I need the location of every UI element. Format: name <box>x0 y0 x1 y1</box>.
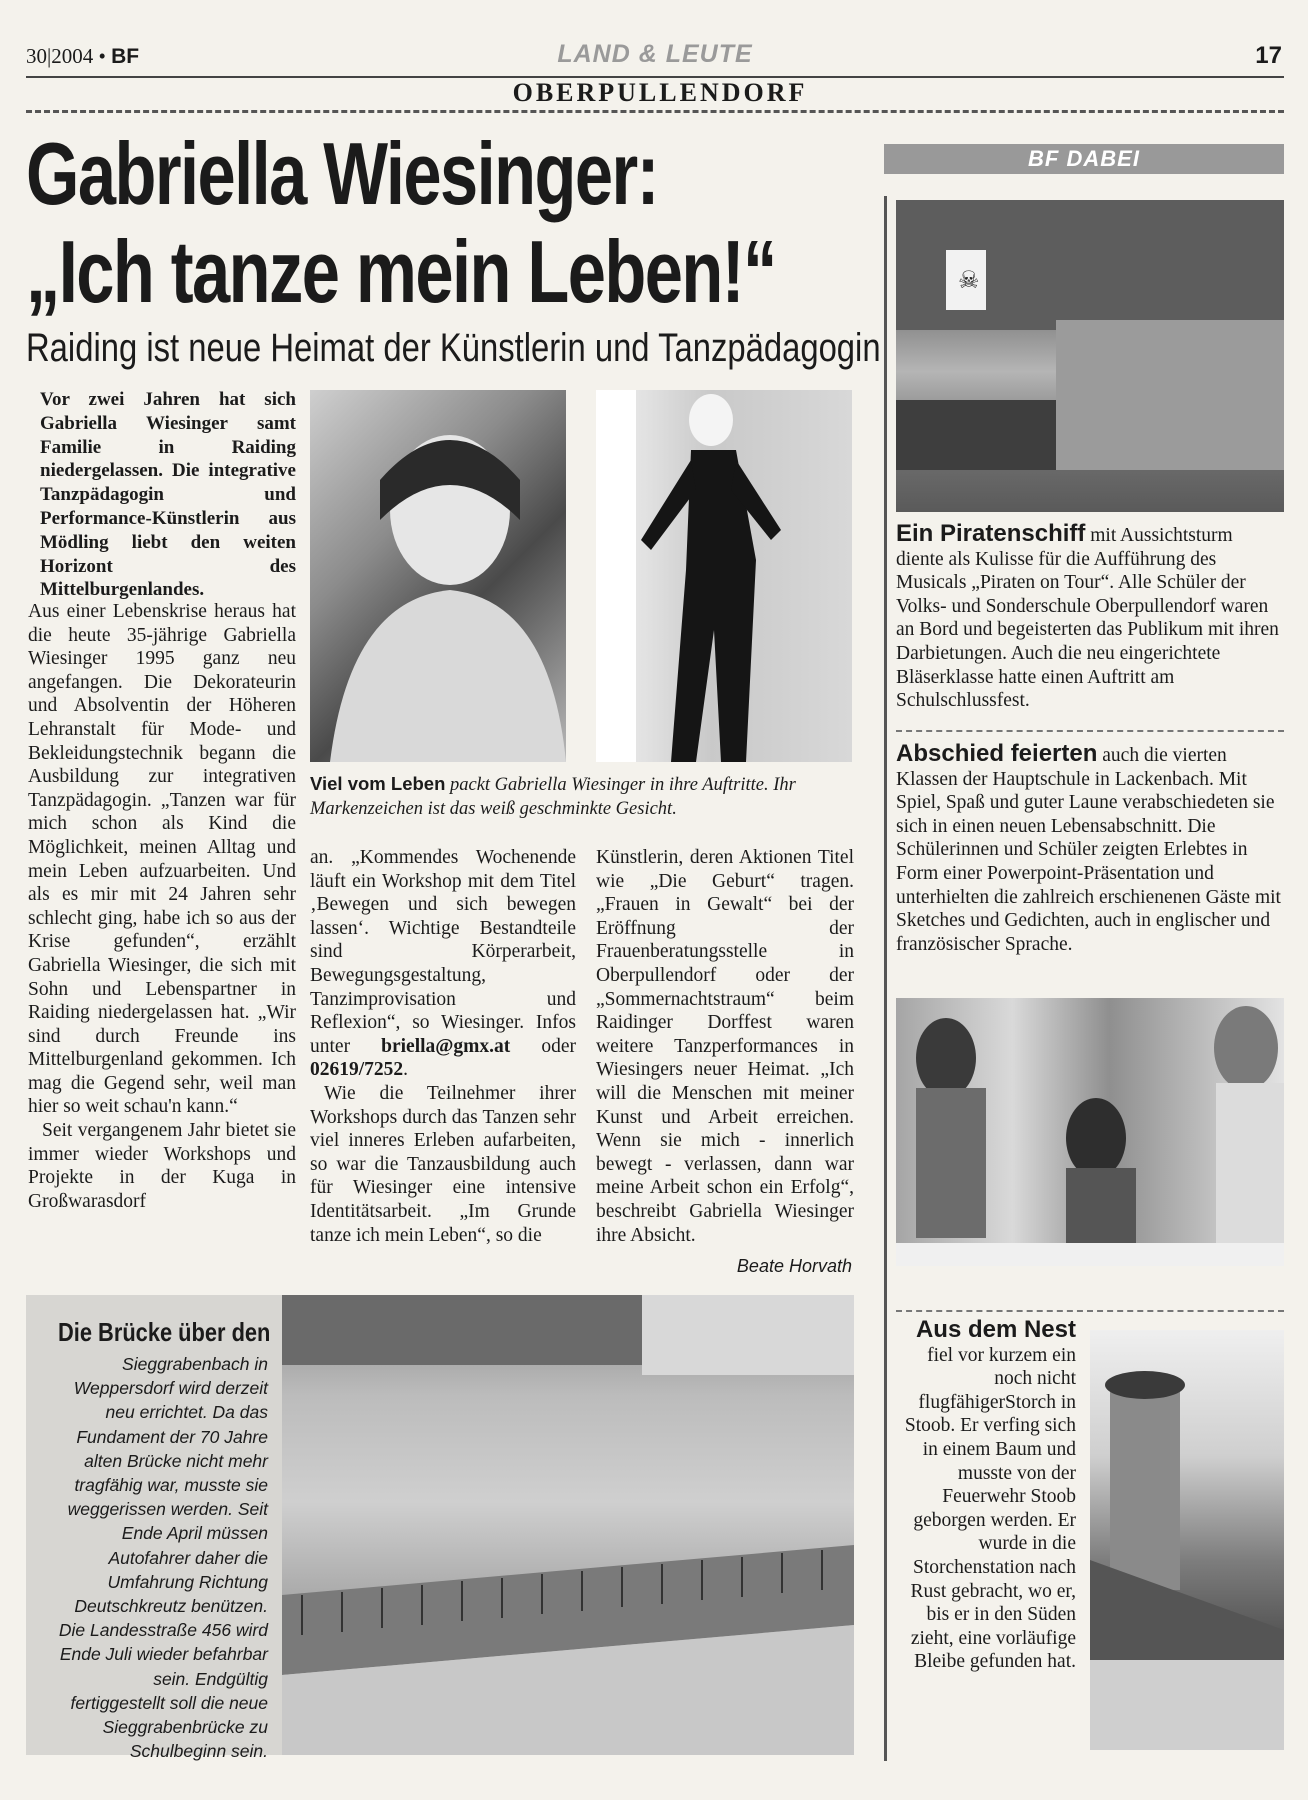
caption-text: packt Gabriella Wiesinger in ihre Auftritte. Ihr Markenzeichen ist das weiß geschminkte Gesicht. <box>310 775 796 819</box>
nest-story <box>896 1318 1076 1674</box>
pirate-text: mit Aussichtsturm diente als Kulisse für die Aufführung des Musicals „Piraten on Tour“. Alle Schüler der Volks- und Sonderschule Oberpullendorf waren an Bord und begeisterten das Publikum mit ihren Darbietungen. Auch die neu eingerichtete Bläserklasse hatte einen Auftritt am Schulschlussfest. <box>896 525 1279 712</box>
farewell-text: auch die vierten Klassen der Hauptschule in Lackenbach. Mit Spiel, Spaß und guter Laune verabschiedeten sie sich in einen neuen Lebensabschnitt. Die Schülerinnen und Schüler zeigten Erlebtes in Form einer Powerpoint-Präsentation und unterhielten die zahlreich erschienenen Gäste mit Sketches und Gedichten, auch in englischer und französischer Sprache. <box>896 745 1281 955</box>
bridge-title: Die Brücke über den <box>58 1317 271 1347</box>
sidebar-label: BF DABEI <box>884 144 1284 174</box>
subheadline: Raiding ist neue Heimat der Künstlerin und Tanzpädagogin <box>26 326 881 370</box>
headline-line-1: Gabriella Wiesinger: <box>26 124 658 223</box>
farewell-kicker: Abschied feierten <box>896 740 1098 767</box>
author-byline: Beate Horvath <box>736 1256 852 1276</box>
paragraph: Künstlerin, deren Aktionen Titel wie „Die Geburt“ tragen. „Frauen in Gewalt“ bei der Eröffnung der Frauenberatungsstelle in Oberpullendorf oder der „Sommernachtstraum“ beim Raidinger Dorffest waren weitere Tanzperformances in Wiesingers neuer Heimat. „Ich will die Menschen mit meiner Kunst und Arbeit erreichen. Wenn sie mich - innerlich bewegt - verlassen, dann war meine Arbeit schon ein Erfolg“, beschreibt Gabriella Wiesinger ihre Absicht. <box>596 847 854 1246</box>
stork-illustration <box>1090 1330 1284 1750</box>
farewell-story <box>896 742 1284 956</box>
paragraph-text: an. „Kommendes Wochenende läuft ein Workshop mit dem Titel ‚Bewegen und sich bewegen lassen‘. Wichtige Bestandteile sind Körperarbeit, Bewegungsgestaltung, Tanzimprovisation und Reflexion“, so Wiesinger. Infos unter <box>310 847 576 1057</box>
pirate-kicker: Ein Piratenschiff <box>896 520 1086 547</box>
pirate-illustration <box>896 200 1284 512</box>
page-number: 17 <box>1255 42 1282 69</box>
sidebar-divider <box>896 1310 1284 1312</box>
header-divider <box>26 110 1284 113</box>
students-photo <box>896 998 1284 1266</box>
pirate-story <box>896 522 1284 713</box>
dancer-illustration <box>596 390 852 762</box>
paragraph: Seit vergangenem Jahr bietet sie immer wieder Workshops und Projekte in der Kuga in Großwarasdorf <box>28 1120 296 1212</box>
nest-kicker: Aus dem Nest <box>915 1316 1076 1343</box>
paragraph-text: oder <box>541 1035 576 1057</box>
bridge-construction-photo <box>282 1295 854 1755</box>
region-title: OBERPULLENDORF <box>512 78 808 107</box>
photo-caption <box>310 772 856 821</box>
portrait-photo <box>310 390 566 762</box>
portrait-illustration <box>310 390 566 762</box>
paragraph: an. „Kommendes Wochenende läuft ein Workshop mit dem Titel ‚Bewegen und sich bewegen lassen‘. Wichtige Bestandteile sind Körperarbeit, Bewegungsgestaltung, Tanzimprovisation und Reflexion“, so Wiesinger. Infos unter briella@gmx.at oder 02619/7252. <box>310 847 576 1081</box>
paragraph: Aus einer Lebenskrise heraus hat die heute 35-jährige Gabriella Wiesinger 1995 ganz neu angefangen. Die Dekorateurin und Absolventin der Höheren Lehranstalt für Mode- und Bekleidungstechnik begann die Ausbildung zur integrativen Tanzpädagogin. „Tanzen war für mich schon als Kind die Möglichkeit, meinen Alltag und mein Leben aufzuarbeiten. Und als es mir mit 24 Jahren sehr schlecht ging, habe ich so aus der Krise gefunden“, erzählt Gabriella Wiesinger, die sich mit Sohn und Lebenspartner in Raiding niedergelassen hat. „Wir sind durch Freunde ins Mittelburgenland gekommen. Ich mag die Gegend sehr, weil man hier so weit schau'n kann.“ <box>28 601 296 1118</box>
construction-illustration <box>282 1295 854 1755</box>
article-column-1 <box>28 600 296 1213</box>
article-lead: Vor zwei Jahren hat sich Gabriella Wiesinger samt Familie in Raiding niedergelassen. Die integrative Tanzpädagogin und Performance-Künstlerin aus Mödling liebt den weiten Horizont des Mittelburgenlandes. <box>40 389 296 601</box>
pirate-ship-photo <box>896 200 1284 512</box>
paragraph: Wie die Teilnehmer ihrer Workshops durch das Tanzen sehr viel inneres Erleben aufarbeiten, so war die Tanzausbildung auch für Wiesinger eine intensive Identitätsarbeit. „Im Grunde tanze ich mein Leben“, so die <box>310 1082 576 1246</box>
article-column-3 <box>596 846 854 1247</box>
svg-text:☠: ☠ <box>958 266 980 294</box>
sidebar-divider <box>896 730 1284 732</box>
dancer-photo <box>596 390 852 762</box>
paper-name: BF <box>111 45 140 68</box>
stork-nest-photo <box>1090 1330 1284 1750</box>
caption-kicker: Viel vom Leben <box>310 773 446 794</box>
issue-info: 30|2004 • BF <box>26 44 140 68</box>
contact-phone: 02619/7252 <box>310 1059 404 1081</box>
students-illustration <box>896 998 1284 1266</box>
bridge-text: Sieggrabenbach in Weppersdorf wird derzeit neu errichtet. Da das Fundament der 70 Jahre alten Brücke nicht mehr tragfähig war, musste sie weggerissen werden. Seit Ende April müssen Autofahrer daher die Umfahrung Richtung Deutschkreutz benützen. Die Landesstraße 456 wird Ende Juli wieder befahrbar sein. Endgültig fertiggestellt soll die neue Sieggrabenbrücke zu Schulbeginn sein. <box>58 1354 268 1762</box>
headline-line-2: „Ich tanze mein Leben!“ <box>26 222 776 321</box>
issue-number: 30|2004 <box>26 44 94 68</box>
contact-email: briella@gmx.at <box>381 1035 511 1057</box>
section-title: LAND & LEUTE <box>557 40 753 68</box>
article-column-2 <box>310 846 576 1247</box>
nest-text: fiel vor kurzem ein noch nicht flugfähigerStorch in Stoob. Er verfing sich in einem Baum und musste von der Feuerwehr Stoob geborgen werden. Er wurde in die Storchenstation nach Rust gebracht, wo er, bis er in den Süden zieht, eine vorläufige Bleibe gefunden hat. <box>904 1344 1076 1673</box>
